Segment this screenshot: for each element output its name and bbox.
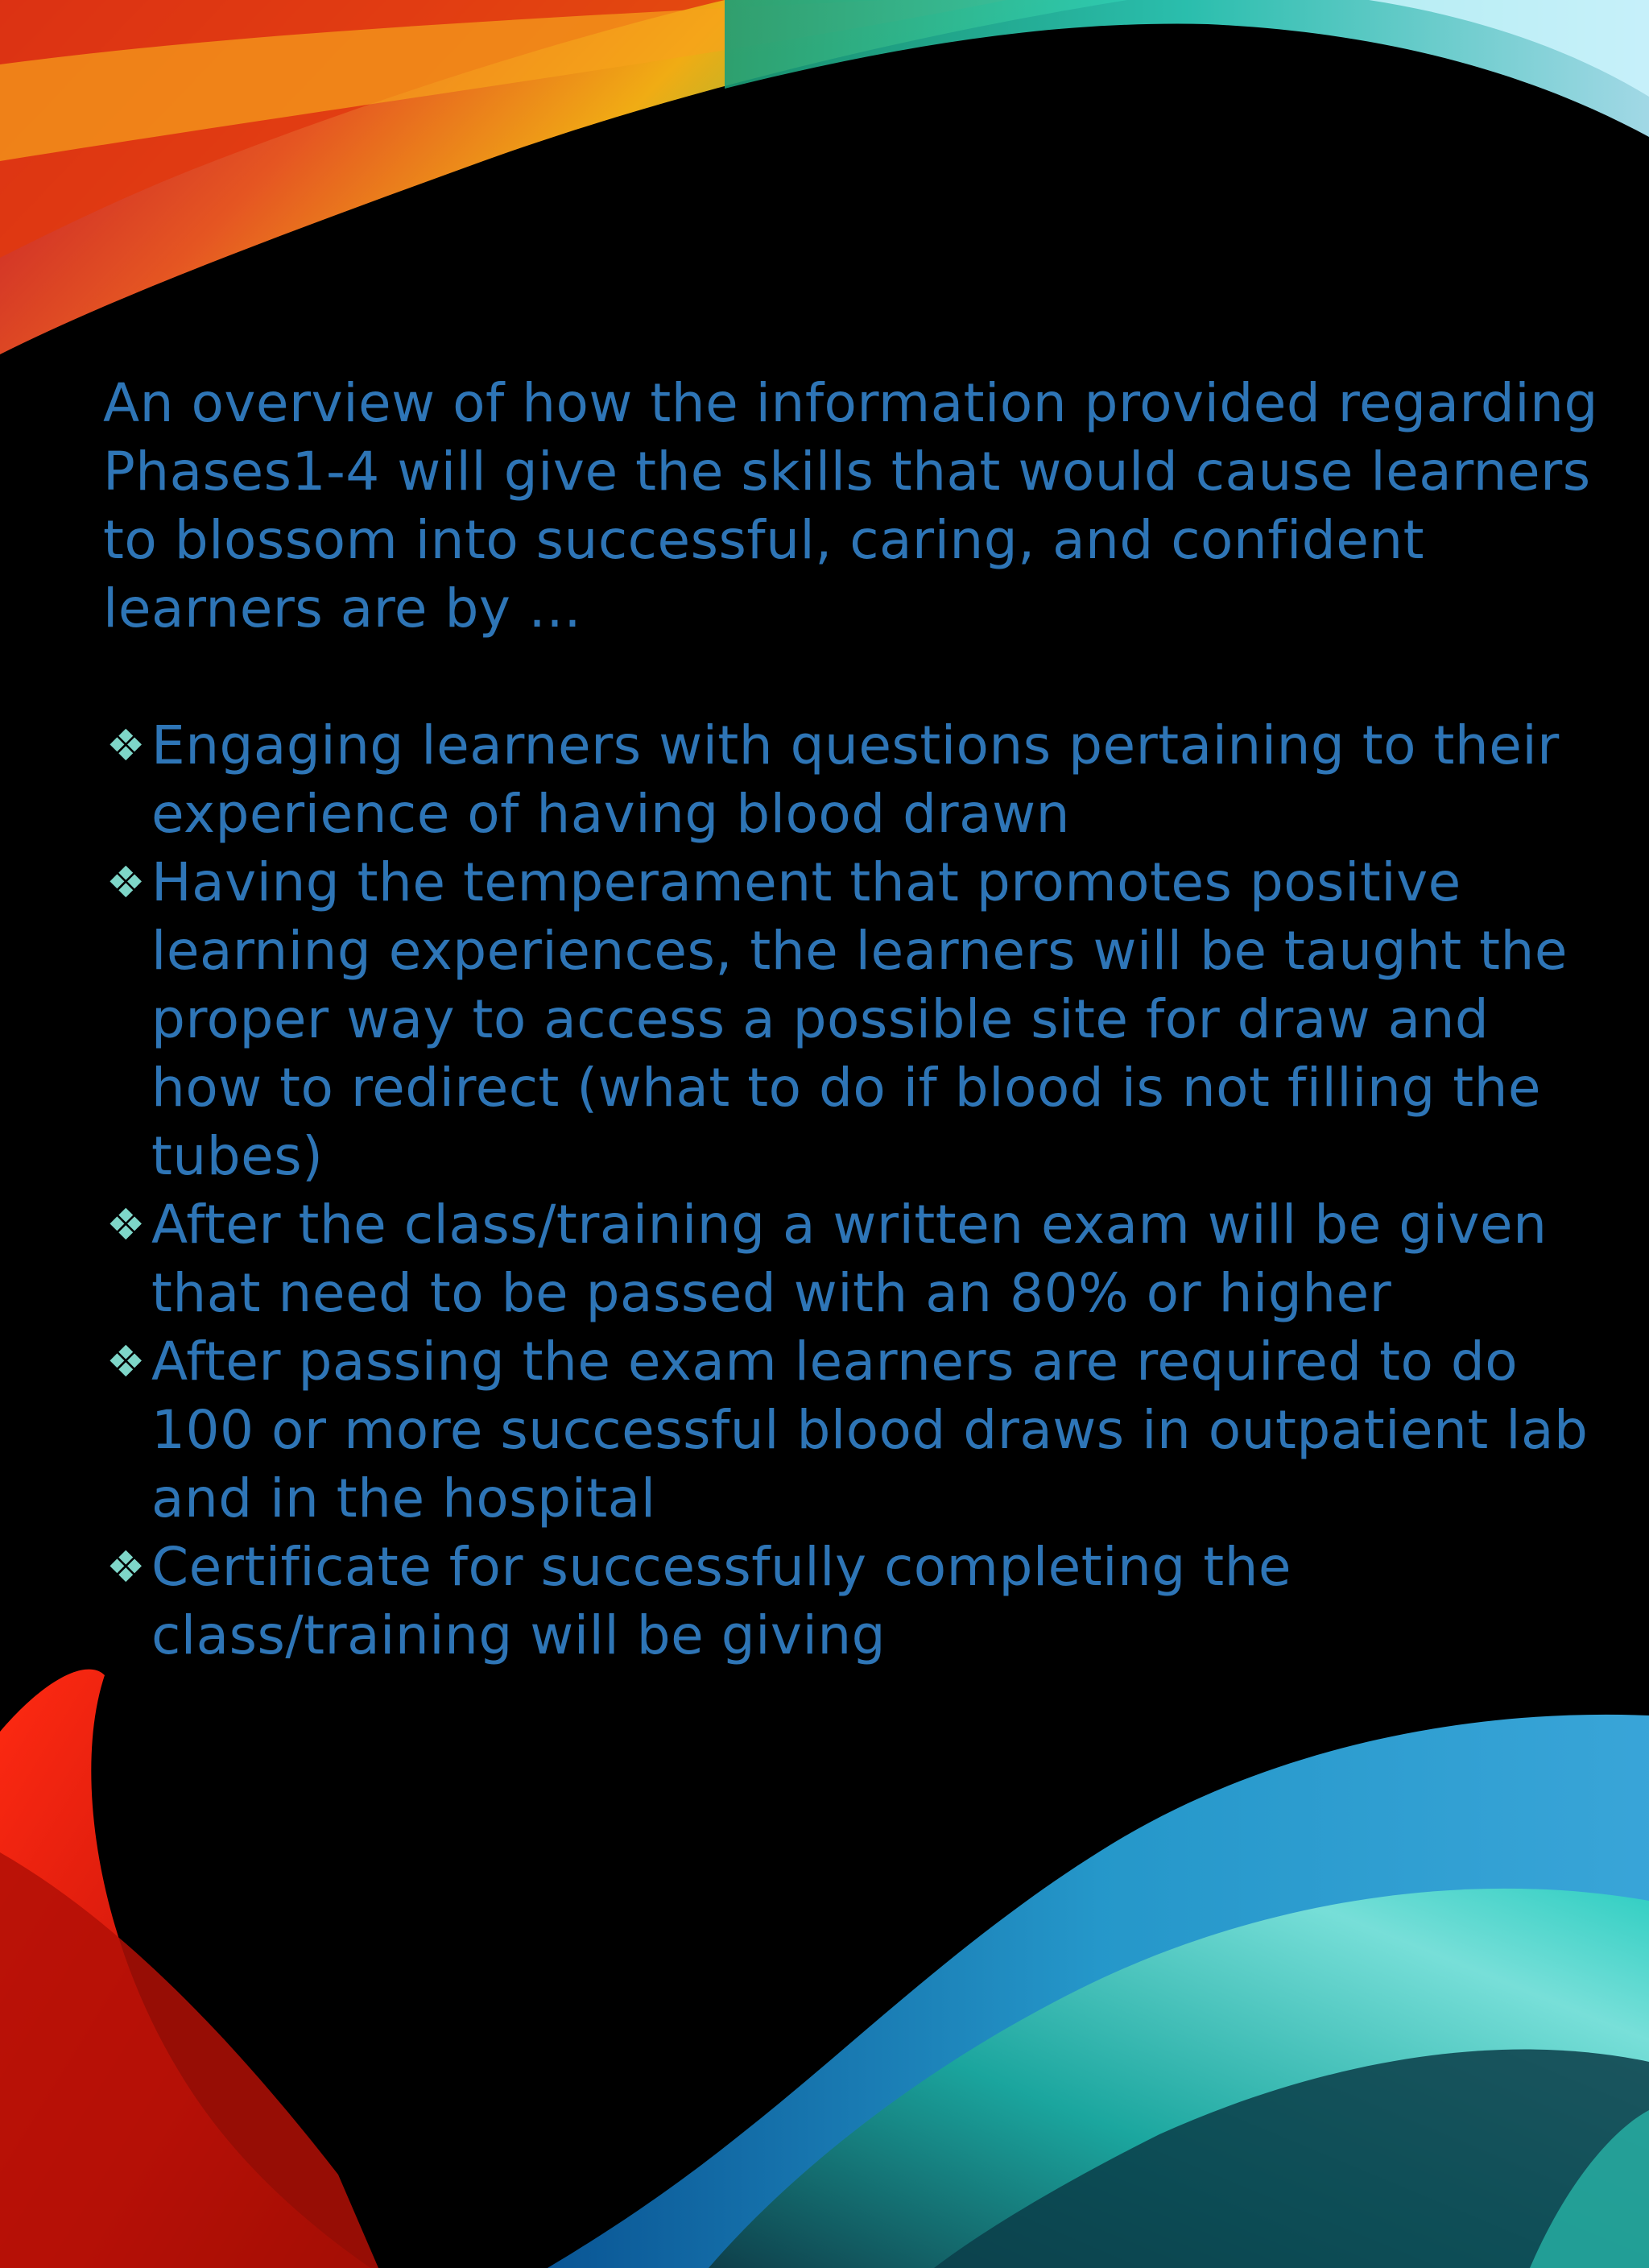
intro-paragraph: An overview of how the information provided regarding Phases1-4 will give the skills that would cause learners to blossom into successful, caring, and confident learners are by …: [103, 372, 1598, 639]
bullet-item-engaging-learners: [103, 711, 1601, 848]
slide-content: [103, 369, 1601, 1670]
bullet-item-written-exam: [103, 1190, 1601, 1327]
bullet-item-blood-draws: [103, 1327, 1601, 1533]
four-diamond-bullet-icon: ❖: [106, 1199, 146, 1250]
bullet-list: [103, 711, 1601, 1670]
four-diamond-bullet-icon: ❖: [106, 1542, 146, 1592]
bullet-text: Engaging learners with questions pertaining to their experience of having blood drawn: [151, 714, 1560, 845]
bullet-text: Having the temperament that promotes positive learning experiences, the learners will be taught the proper way to access a possible site for draw and how to redirect (what to do if blood is not filling the tubes): [151, 851, 1568, 1187]
bullet-item-certificate: [103, 1533, 1601, 1670]
bullet-text: After passing the exam learners are required to do 100 or more successful blood draws in outpatient lab and in the hospital: [151, 1331, 1589, 1529]
four-diamond-bullet-icon: ❖: [106, 720, 146, 771]
bullet-text: After the class/training a written exam will be given that need to be passed with an 80% or higher: [151, 1194, 1548, 1324]
four-diamond-bullet-icon: ❖: [106, 1336, 146, 1387]
four-diamond-bullet-icon: ❖: [106, 857, 146, 908]
bullet-item-temperament: [103, 848, 1601, 1190]
bullet-text: Certificate for successfully completing the class/training will be giving: [151, 1536, 1292, 1666]
